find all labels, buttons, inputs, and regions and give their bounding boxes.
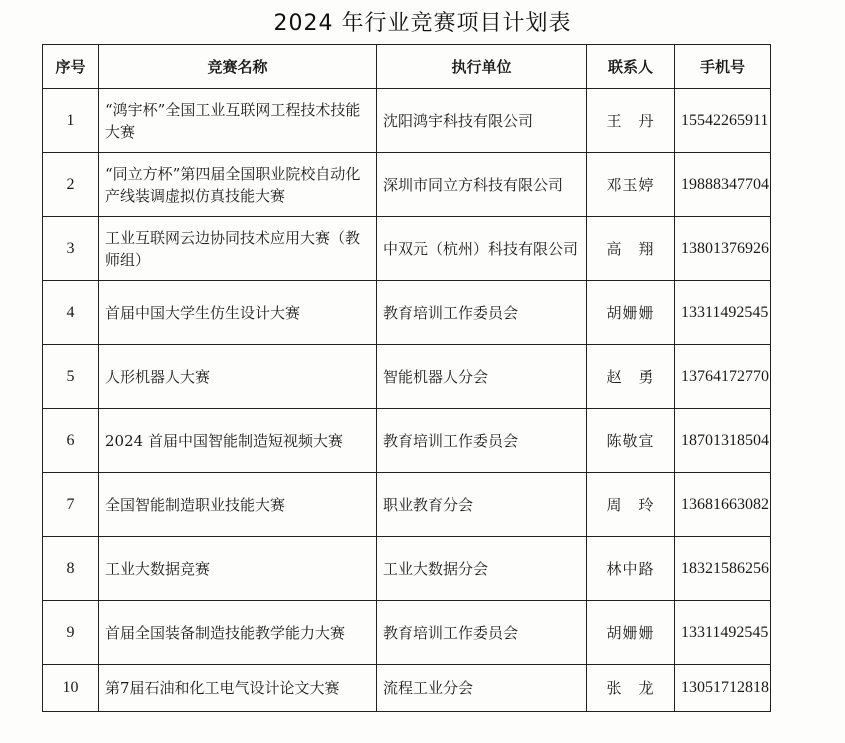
contact-person: 高 翔 — [587, 217, 675, 281]
table-row — [43, 537, 771, 601]
contact-person: 林中路 — [587, 537, 675, 601]
organizer: 智能机器人分会 — [377, 345, 587, 409]
contact-person: 张 龙 — [587, 665, 675, 712]
row-index: 4 — [43, 281, 99, 345]
header-contact: 联系人 — [587, 45, 675, 89]
competition-name: 工业互联网云边协同技术应用大赛（教师组） — [99, 217, 377, 281]
phone-number: 15542265911 — [675, 89, 771, 153]
table-row — [43, 217, 771, 281]
phone-number: 13801376926 — [675, 217, 771, 281]
phone-number: 13681663082 — [675, 473, 771, 537]
contact-person: 陈敬宣 — [587, 409, 675, 473]
competition-table — [42, 44, 771, 712]
competition-name: 第7届石油和化工电气设计论文大赛 — [99, 665, 377, 712]
table-row — [43, 601, 771, 665]
row-index: 1 — [43, 89, 99, 153]
phone-number: 13764172770 — [675, 345, 771, 409]
contact-person: 周 玲 — [587, 473, 675, 537]
row-index: 2 — [43, 153, 99, 217]
competition-name: 2024 首届中国智能制造短视频大赛 — [99, 409, 377, 473]
organizer: 深圳市同立方科技有限公司 — [377, 153, 587, 217]
contact-person: 王 丹 — [587, 89, 675, 153]
header-phone: 手机号 — [675, 45, 771, 89]
phone-number: 13311492545 — [675, 601, 771, 665]
competition-name: 首届中国大学生仿生设计大赛 — [99, 281, 377, 345]
competition-name: 人形机器人大赛 — [99, 345, 377, 409]
header-competition-name: 竞赛名称 — [99, 45, 377, 89]
organizer: 流程工业分会 — [377, 665, 587, 712]
contact-person: 邓玉婷 — [587, 153, 675, 217]
competition-name: 首届全国装备制造技能教学能力大赛 — [99, 601, 377, 665]
phone-number: 18701318504 — [675, 409, 771, 473]
phone-number: 13311492545 — [675, 281, 771, 345]
competition-name: “同立方杯”第四届全国职业院校自动化产线装调虚拟仿真技能大赛 — [99, 153, 377, 217]
row-index: 3 — [43, 217, 99, 281]
row-index: 7 — [43, 473, 99, 537]
organizer: 职业教育分会 — [377, 473, 587, 537]
table-row — [43, 665, 771, 712]
table-row — [43, 473, 771, 537]
table-header-row — [43, 45, 771, 89]
organizer: 沈阳鸿宇科技有限公司 — [377, 89, 587, 153]
page-title: 2024 年行业竞赛项目计划表 — [273, 11, 572, 36]
row-index: 9 — [43, 601, 99, 665]
organizer: 教育培训工作委员会 — [377, 281, 587, 345]
organizer: 教育培训工作委员会 — [377, 409, 587, 473]
table-row — [43, 281, 771, 345]
contact-person: 赵 勇 — [587, 345, 675, 409]
row-index: 5 — [43, 345, 99, 409]
table-row — [43, 345, 771, 409]
contact-person: 胡姗姗 — [587, 601, 675, 665]
table-row — [43, 153, 771, 217]
competition-name: “鸿宇杯”全国工业互联网工程技术技能大赛 — [99, 89, 377, 153]
row-index: 8 — [43, 537, 99, 601]
row-index: 6 — [43, 409, 99, 473]
header-organizer: 执行单位 — [377, 45, 587, 89]
competition-name: 工业大数据竞赛 — [99, 537, 377, 601]
phone-number: 13051712818 — [675, 665, 771, 712]
organizer: 中双元（杭州）科技有限公司 — [377, 217, 587, 281]
contact-person: 胡姗姗 — [587, 281, 675, 345]
organizer: 工业大数据分会 — [377, 537, 587, 601]
competition-name: 全国智能制造职业技能大赛 — [99, 473, 377, 537]
organizer: 教育培训工作委员会 — [377, 601, 587, 665]
table-row — [43, 89, 771, 153]
row-index: 10 — [43, 665, 99, 712]
phone-number: 18321586256 — [675, 537, 771, 601]
table-row — [43, 409, 771, 473]
phone-number: 19888347704 — [675, 153, 771, 217]
header-index: 序号 — [43, 45, 99, 89]
